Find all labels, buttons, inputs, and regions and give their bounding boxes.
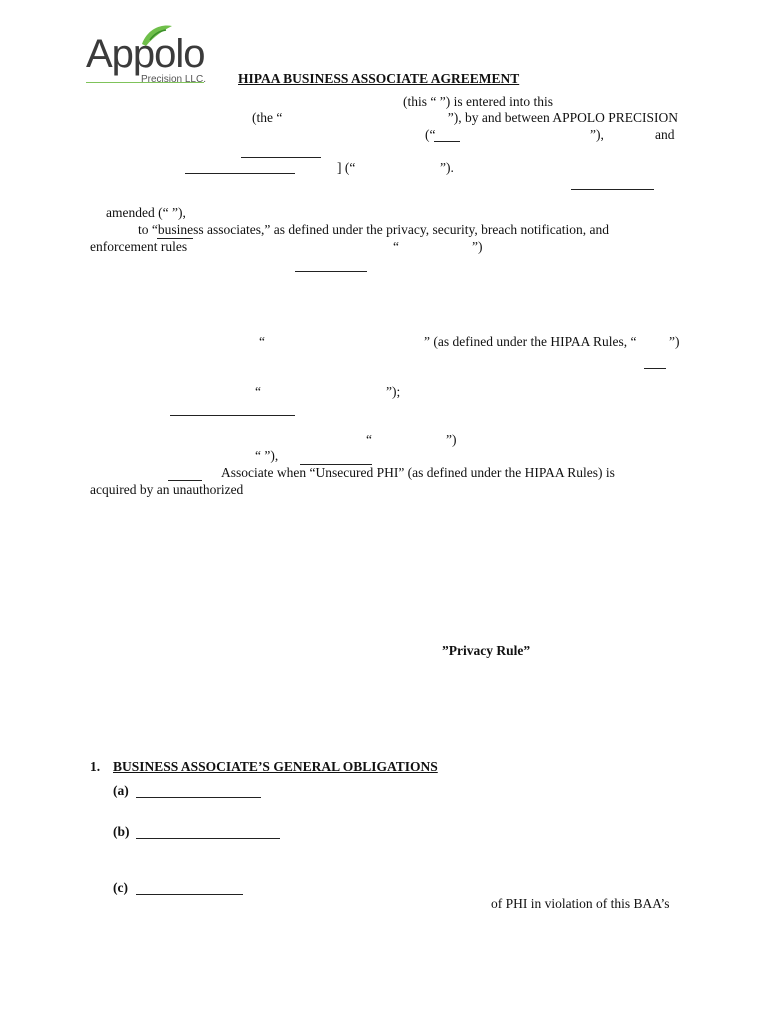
blank-line (185, 173, 295, 174)
blank-line (644, 368, 666, 369)
company-logo (86, 22, 212, 88)
logo-divider (86, 82, 204, 83)
logo-subtitle: Precision LLC. (140, 74, 206, 85)
blank-line (136, 797, 261, 798)
agreement-line-2a: (the “ (252, 110, 283, 125)
document-title: HIPAA BUSINESS ASSOCIATE AGREEMENT (238, 71, 520, 86)
blank-line (157, 238, 193, 239)
blank-line (168, 480, 202, 481)
logo-wordmark: Appolo (86, 32, 205, 76)
agreement-line-8b: ” (as defined under the HIPAA Rules, “ (424, 334, 637, 349)
agreement-line-4a: ] (“ (337, 160, 356, 175)
section-number: 1. (90, 759, 101, 774)
agreement-line-9a: “ (255, 384, 261, 399)
agreement-line-6: to “business associates,” as defined under the privacy, security, breach notification, and (138, 222, 609, 237)
agreement-line-5: amended (“ ”), (106, 205, 186, 220)
agreement-line-7a: enforcement rules (90, 239, 188, 254)
agreement-line-8a: “ (259, 334, 265, 349)
blank-line (571, 189, 654, 190)
agreement-line-1: (this “ ”) is entered into this (403, 94, 553, 109)
agreement-line-7c: ”) (472, 239, 483, 254)
agreement-line-10a: “ (366, 432, 372, 447)
blank-line (170, 415, 295, 416)
agreement-line-7b: “ (393, 239, 399, 254)
item-c-tail-text: of PHI in violation of this BAA’s (491, 896, 670, 911)
agreement-line-3b: ”), (590, 127, 604, 142)
agreement-line-9b: ”); (386, 384, 401, 399)
agreement-line-11: “ ”), (255, 448, 279, 463)
blank-line (241, 157, 321, 158)
section-heading: BUSINESS ASSOCIATE’S GENERAL OBLIGATIONS (113, 759, 438, 774)
agreement-line-10b: ”) (446, 432, 457, 447)
agreement-line-3c: and (655, 127, 675, 142)
agreement-line-12: Associate when “Unsecured PHI” (as defined under the HIPAA Rules) is (221, 465, 615, 480)
blank-line (136, 894, 243, 895)
item-a-label: (a) (113, 783, 129, 798)
agreement-line-13: acquired by an unauthorized (90, 482, 244, 497)
agreement-line-3a: (“ (425, 127, 436, 142)
blank-line (295, 271, 367, 272)
privacy-rule-term: ”Privacy Rule” (442, 643, 531, 658)
agreement-line-8c: ”) (669, 334, 680, 349)
agreement-line-2b: ”), by and between APPOLO PRECISION (447, 110, 678, 125)
item-c-label: (c) (113, 880, 128, 895)
blank-line (136, 838, 280, 839)
agreement-line-4b: ”). (440, 160, 454, 175)
item-b-label: (b) (113, 824, 130, 839)
blank-line (434, 141, 460, 142)
